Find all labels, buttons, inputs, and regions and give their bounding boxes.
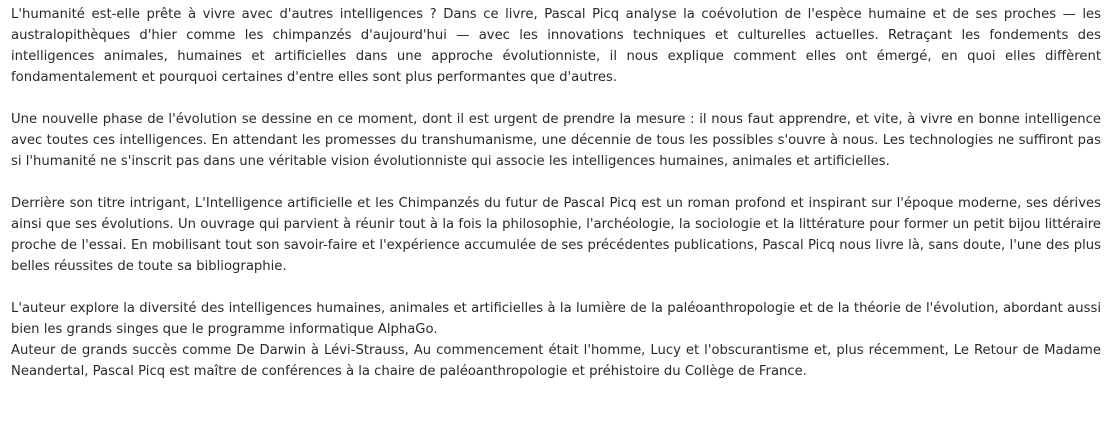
description-paragraph-2: Une nouvelle phase de l'évolution se dessine en ce moment, dont il est urgent de prendre la mesure : il nous faut apprendre, et vite, à vivre en bonne intelligence avec toutes ces intelligences. En attendant les promesses du transhumanisme, une décennie de tous les possibles s'ouvre à nous. Les technologies ne suffiront pas si l'humanité ne s'inscrit pas dans une véritable vision évolutionniste qui associe les intelligences humaines, animales et artificielles. bbox=[11, 112, 1101, 169]
description-paragraph-5: Auteur de grands succès comme De Darwin à Lévi-Strauss, Au commencement était l'homme, Lucy et l'obscurantisme et, plus récemment, Le Retour de Madame Neandertal, Pascal Picq est maître de conférences à la chaire de paléoanthropologie et préhistoire du Collège de France. bbox=[11, 343, 1101, 379]
description-paragraph-4: L'auteur explore la diversité des intelligences humaines, animales et artificielles à la lumière de la paléoanthropologie et de la théorie de l'évolution, abordant aussi bien les grands singes que le programme informatique AlphaGo. bbox=[11, 301, 1101, 337]
description-paragraph-1: L'humanité est-elle prête à vivre avec d'autres intelligences ? Dans ce livre, Pascal Picq analyse la coévolution de l'espèce humaine et de ses proches — les australopithèques d'hier comme les chimpanzés d'aujourd'hui — avec les innovations techniques et culturelles actuelles. Retraçant les fondements des intelligences animales, humaines et artificielles dans une approche évolutionniste, il nous explique comment elles ont émergé, en quoi elles diffèrent fondamentalement et pourquoi certaines d'entre elles sont plus performantes que d'autres. bbox=[11, 7, 1101, 85]
book-description bbox=[11, 4, 1101, 382]
description-paragraph-3: Derrière son titre intrigant, L'Intelligence artificielle et les Chimpanzés du futur de Pascal Picq est un roman profond et inspirant sur l'époque moderne, ses dérives ainsi que ses évolutions. Un ouvrage qui parvient à réunir tout à la fois la philosophie, l'archéologie, la sociologie et la littérature pour former un petit bijou littéraire proche de l'essai. En mobilisant tout son savoir-faire et l'expérience accumulée de ses précédentes publications, Pascal Picq nous livre là, sans doute, l'une des plus belles réussites de toute sa bibliographie. bbox=[11, 196, 1101, 274]
